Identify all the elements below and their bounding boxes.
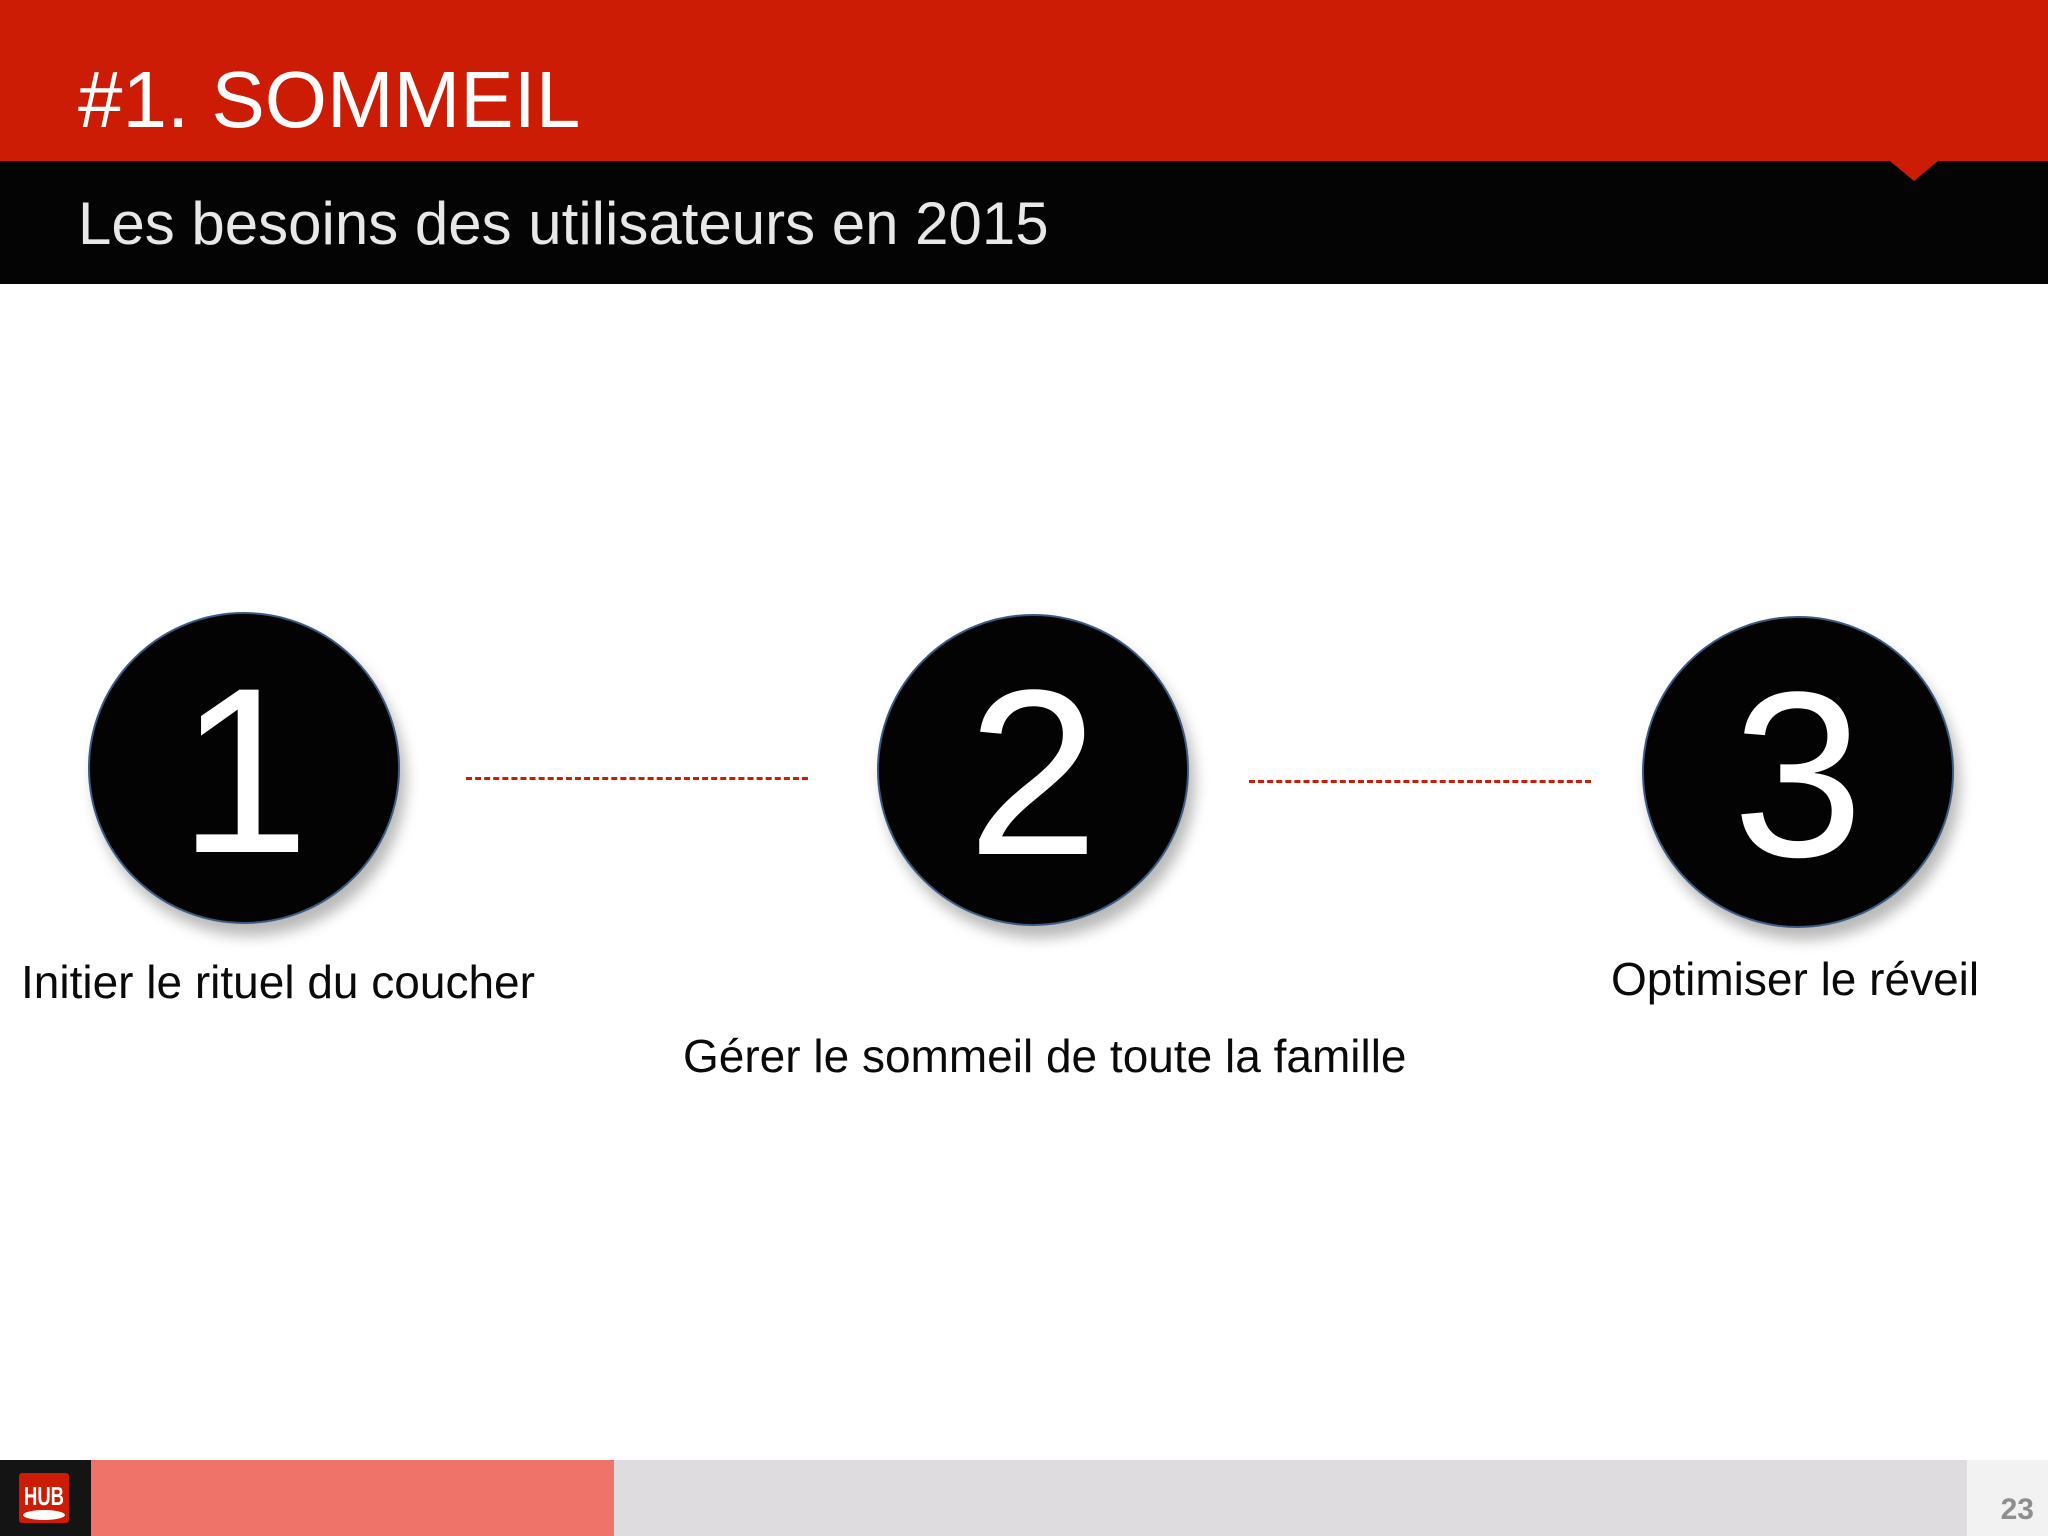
slide-title: #1. SOMMEIL [78, 55, 581, 144]
step-circle-2 [877, 614, 1189, 926]
footer-bar [614, 1460, 1967, 1536]
step-number-1: 1 [178, 639, 310, 903]
page-number: 23 [2000, 1493, 2034, 1526]
step-label-2: Gérer le sommeil de toute la famille [683, 1030, 1407, 1082]
step-label-3: Optimiser le réveil [1611, 953, 1980, 1005]
step-number-2: 2 [967, 641, 1099, 905]
footer-logo [0, 1460, 91, 1536]
footer-accent-bar [91, 1460, 614, 1536]
footer-page-box [1967, 1460, 2048, 1536]
dashed-connector-1 [466, 777, 808, 780]
step-circle-3 [1642, 616, 1954, 928]
slide-subtitle: Les besoins des utilisateurs en 2015 [78, 190, 1049, 257]
step-circle-1 [88, 612, 400, 924]
hub-logo-text: HUB [24, 1481, 64, 1511]
dashed-connector-2 [1249, 780, 1591, 783]
hub-logo-icon [19, 1473, 69, 1523]
subtitle-notch-icon [1890, 161, 1938, 181]
step-number-3: 3 [1732, 643, 1864, 907]
step-label-1: Initier le rituel du coucher [21, 956, 535, 1008]
